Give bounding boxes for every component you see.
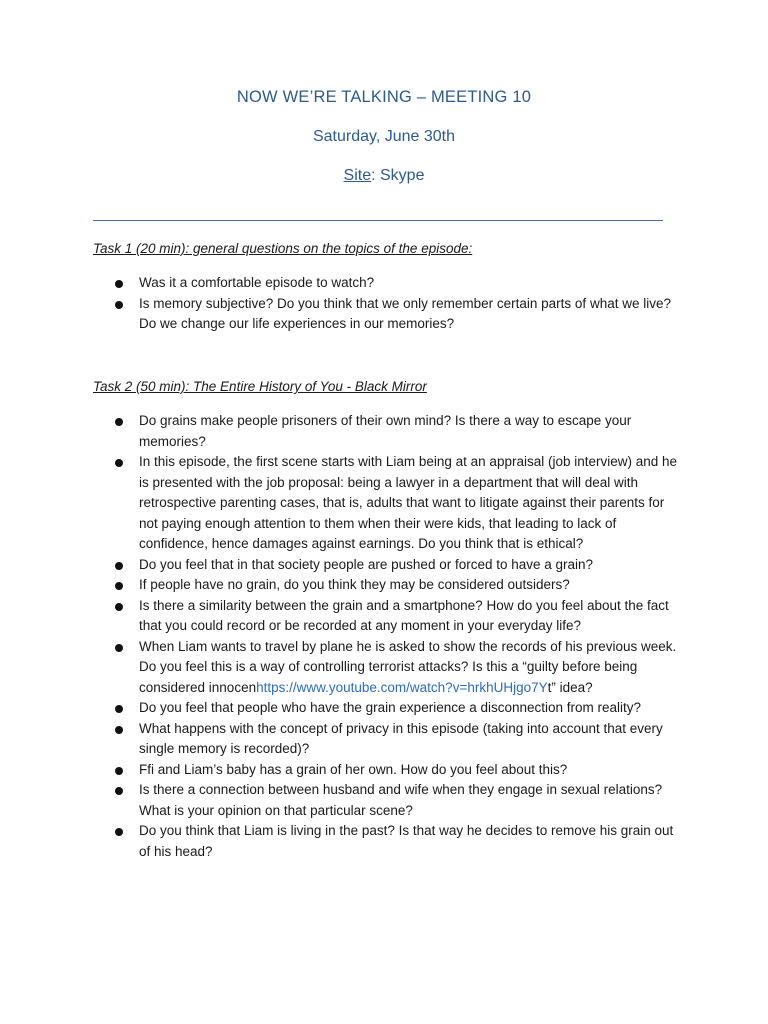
bullet-icon — [115, 301, 123, 309]
document-title: NOW WE’RE TALKING – MEETING 10 — [236, 88, 532, 106]
question-text: Is there a connection between husband and wife when they engage in sexual relations? What is your opinion on that particular scene? — [139, 782, 663, 818]
question-text: In this episode, the first scene starts with Liam being at an appraisal (job interview) and he is presented with the job proposal: being a lawyer in a department that will deal with retrospective parenting cases, that is, adults that want to litigate against their parents for not paying enough attention to them when their were kids, that leading to lack of confidence, hence damages against earnings. Do you think that is ethical? — [139, 454, 678, 551]
site-value: : Skype — [371, 167, 425, 184]
bullet-icon — [115, 644, 123, 652]
question-text: Do grains make people prisoners of their own mind? Is there a way to escape your memories? — [139, 413, 632, 449]
task1-question-list — [0, 273, 768, 335]
site-label: Site — [343, 167, 372, 184]
travel-question-before: When Liam wants to travel by plane he is asked to show the records of his previous week. Do you feel this is a way of controlling terrorist attacks? Is this a “guilty before being considered innocen — [139, 638, 677, 695]
question-text: Do you feel that people who have the grain experience a disconnection from reality? — [139, 700, 642, 715]
task2-question-list — [0, 411, 768, 862]
travel-question-after: t” idea? — [547, 679, 593, 695]
question-text: Was it a comfortable episode to watch? — [139, 275, 375, 290]
meeting-site — [0, 167, 768, 185]
bullet-icon — [115, 726, 123, 734]
meeting-date: Saturday, June 30th — [312, 128, 456, 145]
list-item — [0, 411, 768, 452]
bullet-icon — [115, 280, 123, 288]
list-item — [0, 698, 768, 719]
bullet-icon — [115, 705, 123, 713]
list-item — [0, 719, 768, 760]
bullet-icon — [115, 459, 123, 467]
list-item — [0, 555, 768, 576]
question-text: Is there a similarity between the grain and a smartphone? How do you feel about the fact that you could record or be recorded at any moment in your everyday life? — [139, 597, 669, 633]
bullet-icon — [115, 562, 123, 570]
question-text: What happens with the concept of privacy in this episode (taking into account that every single memory is recorded)? — [139, 720, 663, 756]
question-text: If people have no grain, do you think they may be considered outsiders? — [139, 577, 570, 592]
list-item — [0, 452, 768, 555]
list-item — [0, 294, 768, 335]
list-item — [0, 637, 768, 699]
list-item — [0, 821, 768, 862]
horizontal-divider — [93, 220, 663, 221]
task2-heading: Task 2 (50 min): The Entire History of You - Black Mirror — [93, 379, 427, 394]
bullet-icon — [115, 582, 123, 590]
youtube-link[interactable]: https://www.youtube.com/watch?v=hrkhUHjgo7Y — [256, 679, 548, 695]
list-item — [0, 780, 768, 821]
list-item — [0, 760, 768, 781]
list-item — [0, 596, 768, 637]
question-text: Is memory subjective? Do you think that we only remember certain parts of what we live? Do we change our life experiences in our memories? — [139, 295, 671, 331]
bullet-icon — [115, 787, 123, 795]
bullet-icon — [115, 418, 123, 426]
list-item — [0, 575, 768, 596]
question-text: Do you think that Liam is living in the past? Is that way he decides to remove his grain out of his head? — [139, 823, 674, 859]
bullet-icon — [115, 767, 123, 775]
list-item — [0, 273, 768, 294]
question-text: Ffi and Liam’s baby has a grain of her own. How do you feel about this? — [139, 761, 568, 777]
task1-heading: Task 1 (20 min): general questions on the topics of the episode: — [93, 241, 473, 256]
bullet-icon — [115, 828, 123, 836]
question-text: Do you feel that in that society people are pushed or forced to have a grain? — [139, 556, 594, 572]
bullet-icon — [115, 603, 123, 611]
